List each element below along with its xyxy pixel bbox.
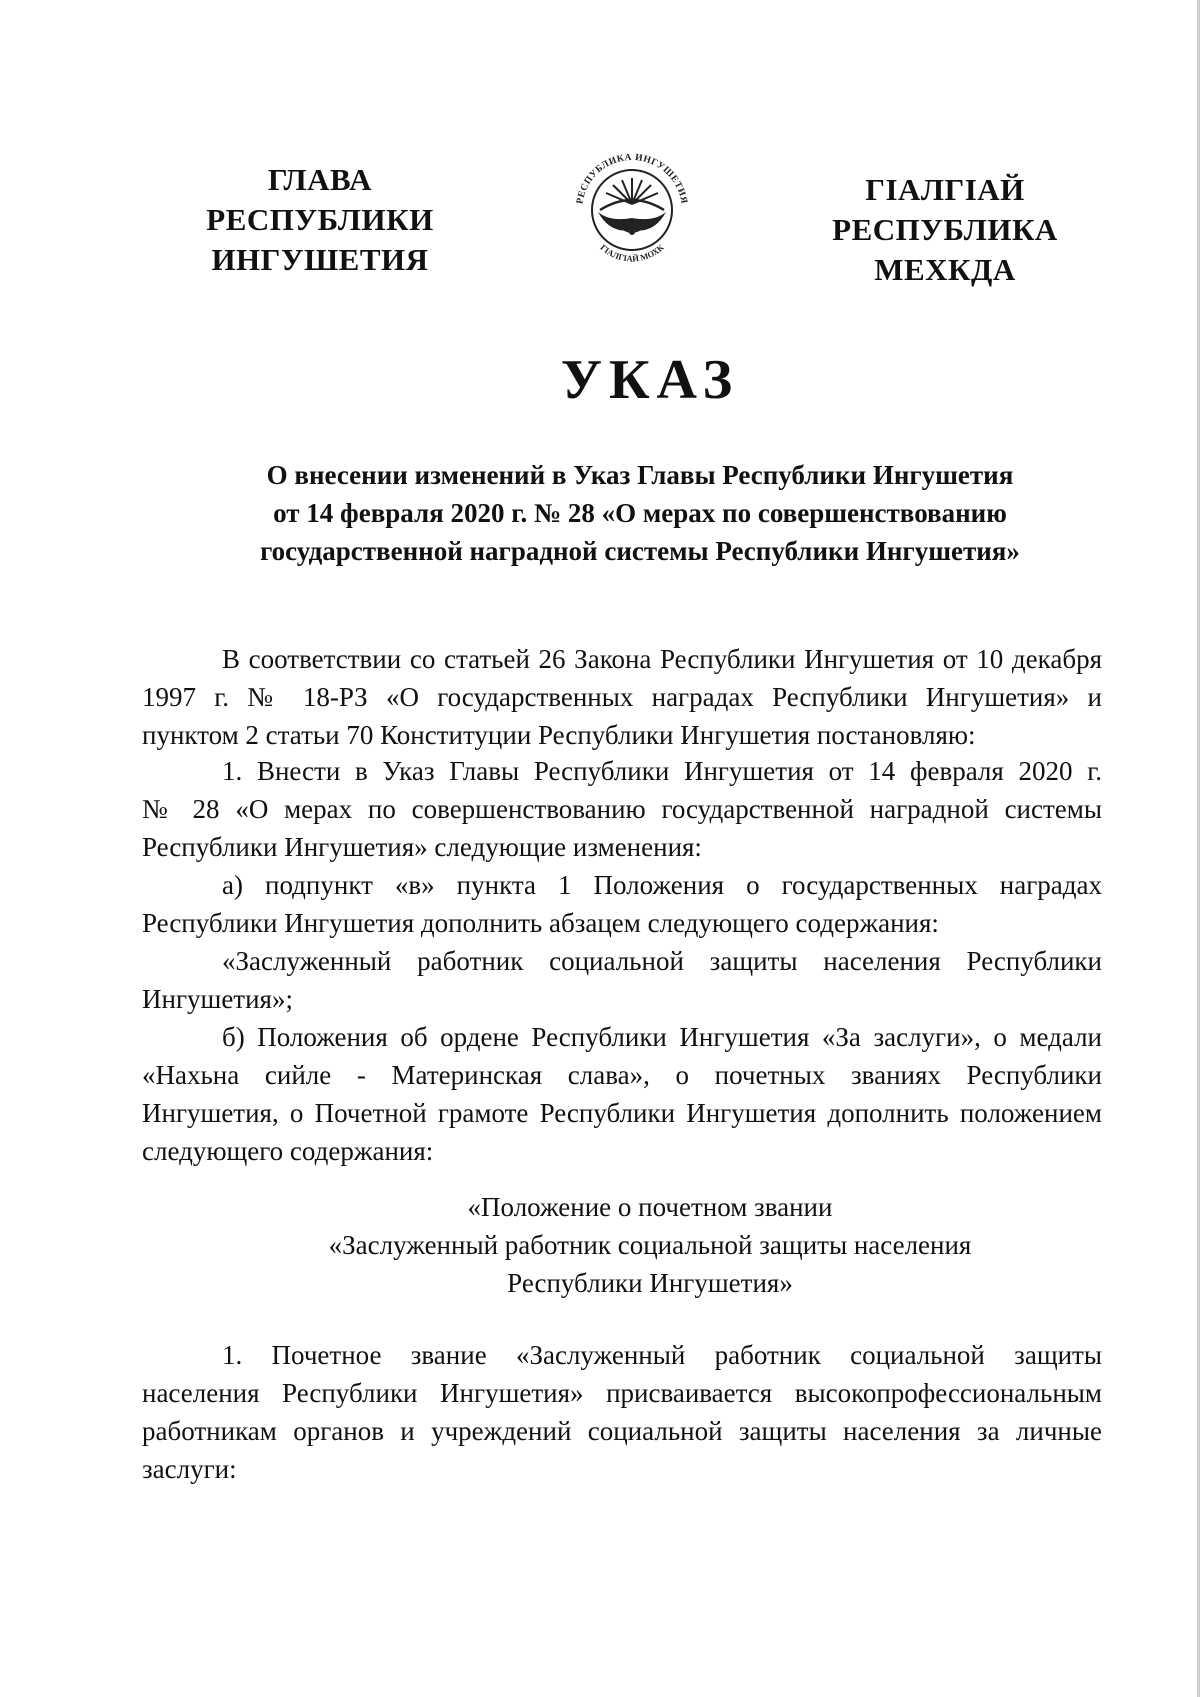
text-line: Республики Ингушетия дополнить абзацем следующего содержания: <box>142 908 939 938</box>
emblem-top-text: РЕСПУБЛИКА ИНГУШЕТИЯ <box>575 152 689 205</box>
text-line: 1997 г. № 18-РЗ «О государственных наградах Республики Ингушетия» и <box>142 682 1102 712</box>
text-line: населения Республики Ингушетия» присваивается высокопрофессиональным <box>142 1378 1102 1408</box>
subject-line: от 14 февраля 2020 г. № 28 «О мерах по совершенствованию <box>273 498 1007 528</box>
clause-1-paragraph <box>142 1336 1102 1488</box>
text-line: Республики Ингушетия» следующие изменения: <box>142 832 702 862</box>
text-line: «Нахьна сийле - Материнская слава», о почетных званиях Республики <box>142 1060 1102 1090</box>
item-b-paragraph <box>142 1018 1102 1170</box>
position-title-line: Республики Ингушетия» <box>507 1268 793 1298</box>
text-line: пунктом 2 статьи 70 Конституции Республики Ингушетия постановляю: <box>142 720 976 750</box>
text-line: № 28 «О мерах по совершенствованию государственной наградной системы <box>142 794 1102 824</box>
text-line: следующего содержания: <box>142 1136 434 1166</box>
document-subject <box>200 456 1080 570</box>
issuer-line: ГIАЛГIАЙ <box>865 172 1025 207</box>
text-line: б) Положения об ордене Республики Ингушетия «За заслуги», о медали <box>222 1022 1102 1052</box>
text-line: работникам органов и учреждений социальной защиты населения за личные <box>142 1416 1102 1446</box>
text-line: 1. Почетное звание «Заслуженный работник социальной защиты <box>222 1340 1102 1370</box>
document-title: УКАЗ <box>560 349 740 411</box>
issuer-line: ИНГУШЕТИЯ <box>211 242 429 277</box>
item-1-paragraph <box>142 752 1102 866</box>
ingushetia-emblem-icon <box>566 148 698 268</box>
issuer-name-ingush <box>820 170 1070 290</box>
issuer-line: МЕХКДА <box>874 252 1016 287</box>
subject-line: государственной наградной системы Республики Ингушетия» <box>260 536 1020 566</box>
position-title <box>300 1188 1000 1302</box>
subject-line: О внесении изменений в Указ Главы Республики Ингушетия <box>266 460 1014 490</box>
text-line: Ингушетия»; <box>142 984 293 1014</box>
text-line: заслуги: <box>142 1454 237 1484</box>
issuer-line: РЕСПУБЛИКА <box>832 212 1058 247</box>
svg-text:ГIАЛГIАЙ МОХК <box>598 242 666 264</box>
issuer-name-russian <box>185 160 455 280</box>
item-a-quote <box>142 942 1102 1018</box>
emblem-bottom-text: ГIАЛГIАЙ МОХК <box>598 242 666 264</box>
item-a-paragraph <box>142 866 1102 942</box>
text-line: «Заслуженный работник социальной защиты населения Республики <box>222 946 1102 976</box>
preamble-paragraph <box>142 640 1102 754</box>
text-line: а) подпункт «в» пункта 1 Положения о государственных наградах <box>222 870 1102 900</box>
text-line: Ингушетия, о Почетной грамоте Республики Ингушетия дополнить положением <box>142 1098 1102 1128</box>
position-title-line: «Заслуженный работник социальной защиты населения <box>328 1230 972 1260</box>
issuer-line: РЕСПУБЛИКИ <box>206 202 434 237</box>
position-title-line: «Положение о почетном звании <box>467 1192 833 1222</box>
text-line: В соответствии со статьей 26 Закона Республики Ингушетия от 10 декабря <box>222 644 1102 674</box>
issuer-line: ГЛАВА <box>267 162 373 197</box>
text-line: 1. Внести в Указ Главы Республики Ингушетия от 14 февраля 2020 г. <box>222 756 1102 786</box>
